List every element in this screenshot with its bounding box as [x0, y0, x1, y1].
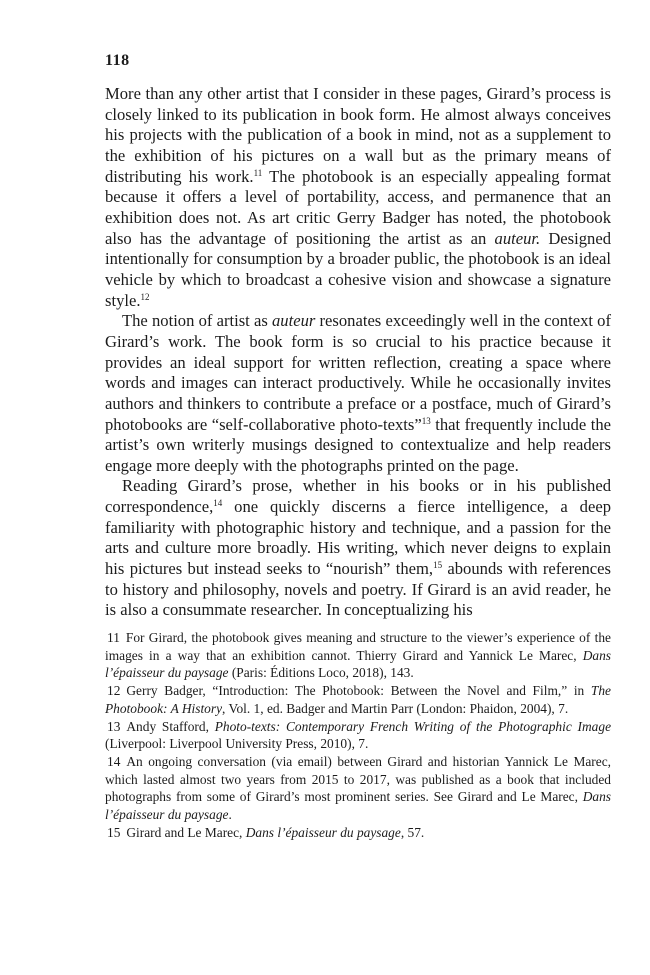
text-run: (Paris: Éditions Loco, 2018), 143. [228, 665, 414, 681]
footnote-number: 14 [107, 753, 121, 769]
footnote-number: 13 [107, 718, 121, 734]
italic-text: auteur [272, 311, 316, 331]
text-run: that frequently include the artist’s own writerly musings designed to contextualize and help readers engage more deeply with the photographs printed on the page. [105, 414, 612, 475]
paragraph [105, 311, 611, 476]
footnote-number: 11 [107, 630, 120, 645]
footnote-ref: 15 [433, 560, 443, 571]
footnote [105, 824, 611, 842]
footnote [105, 629, 611, 682]
italic-text: Dans l’épaisseur du paysage [245, 824, 401, 840]
text-run: Reading Girard’s prose, whether in his books or in his published correspondence, [105, 476, 611, 517]
italic-text: The Photobook: A History [105, 683, 611, 716]
footnote [105, 753, 611, 824]
footnote-ref: 11 [253, 167, 263, 178]
footnotes [105, 629, 611, 841]
text-run: resonates exceedingly well in the context of Girard’s work. The book form is so crucial to his practice because it provides an ideal support for written reflection, creating a space where words and images can interact productively. While he occasionally invites authors and thinkers to contribute a preface or a postface, much of Girard’s photobooks are “self-collaborative photo-texts” [105, 311, 611, 434]
text-run: , Vol. 1, ed. Badger and Martin Parr (London: Phaidon, 2004), 7. [222, 700, 569, 716]
body-text [105, 84, 611, 621]
paragraph [105, 84, 611, 311]
text-run: The photobook is an especially appealing format because it offers a level of portability, access, and permanence that an exhibition does not. As art critic Gerry Badger has noted, the photobook also has the advantage of positioning the artist as an [105, 166, 611, 248]
footnote-ref: 13 [421, 415, 431, 426]
footnote-ref: 12 [140, 291, 150, 302]
footnote [105, 682, 611, 717]
text-run: For Girard, the photobook gives meaning and structure to the viewer’s experience of the images in a way that an exhibition cannot. Thierry Girard and Yannick Le Marec, [105, 630, 611, 663]
italic-text: Dans l’épaisseur du paysage [105, 647, 611, 681]
text-run: An ongoing conversation (via email) between Girard and historian Yannick Le Marec, which lasted almost two years from 2015 to 2017, was published as a book that included photographs from some of Girard’s most prominent series. See Girard and Le Marec, [105, 753, 611, 805]
text-run: More than any other artist that I consider in these pages, Girard’s process is closely linked to its publication in book form. He almost always conceives his projects with the publication of a book in mind, not as a supplement to the exhibition of his pictures on a wall but as the primary means of distributing his work. [105, 84, 611, 186]
paragraph [105, 476, 611, 621]
text-run: one quickly discerns a fierce intelligence, a deep familiarity with photographic history and technique, and a passion for the arts and culture more broadly. His writing, which never deigns to explain his pictures but instead seeks to “nourish” them, [105, 497, 611, 579]
text-run: abounds with references to history and philosophy, novels and poetry. If Girard is an avid reader, he is also a consummate researcher. In conceptualizing his [105, 559, 611, 620]
italic-text: Dans l’épaisseur du paysage [105, 789, 611, 823]
text-run: . [228, 807, 232, 823]
text-run: (Liverpool: Liverpool University Press, 2010), 7. [105, 736, 369, 752]
text-run: Gerry Badger, “Introduction: The Photobook: Between the Novel and Film,” in [126, 683, 591, 699]
text-run: Designed intentionally for consumption by a broader public, the photobook is an ideal vehicle by which to broadcast a cohesive vision and showcase a signature style. [105, 228, 611, 310]
text-run: Girard and Le Marec, [126, 824, 246, 840]
footnote-number: 15 [107, 824, 121, 840]
text-run: The notion of artist as [122, 311, 272, 331]
text-run: Andy Stafford, [126, 718, 215, 734]
footnote [105, 718, 611, 753]
text-run: , 57. [400, 824, 425, 840]
page-number: 118 [105, 52, 130, 69]
footnote-ref: 14 [213, 498, 223, 509]
footnote-number: 12 [107, 683, 121, 699]
italic-text: auteur. [494, 228, 541, 248]
italic-text: Photo-texts: Contemporary French Writing of the Photographic Image [214, 718, 612, 734]
